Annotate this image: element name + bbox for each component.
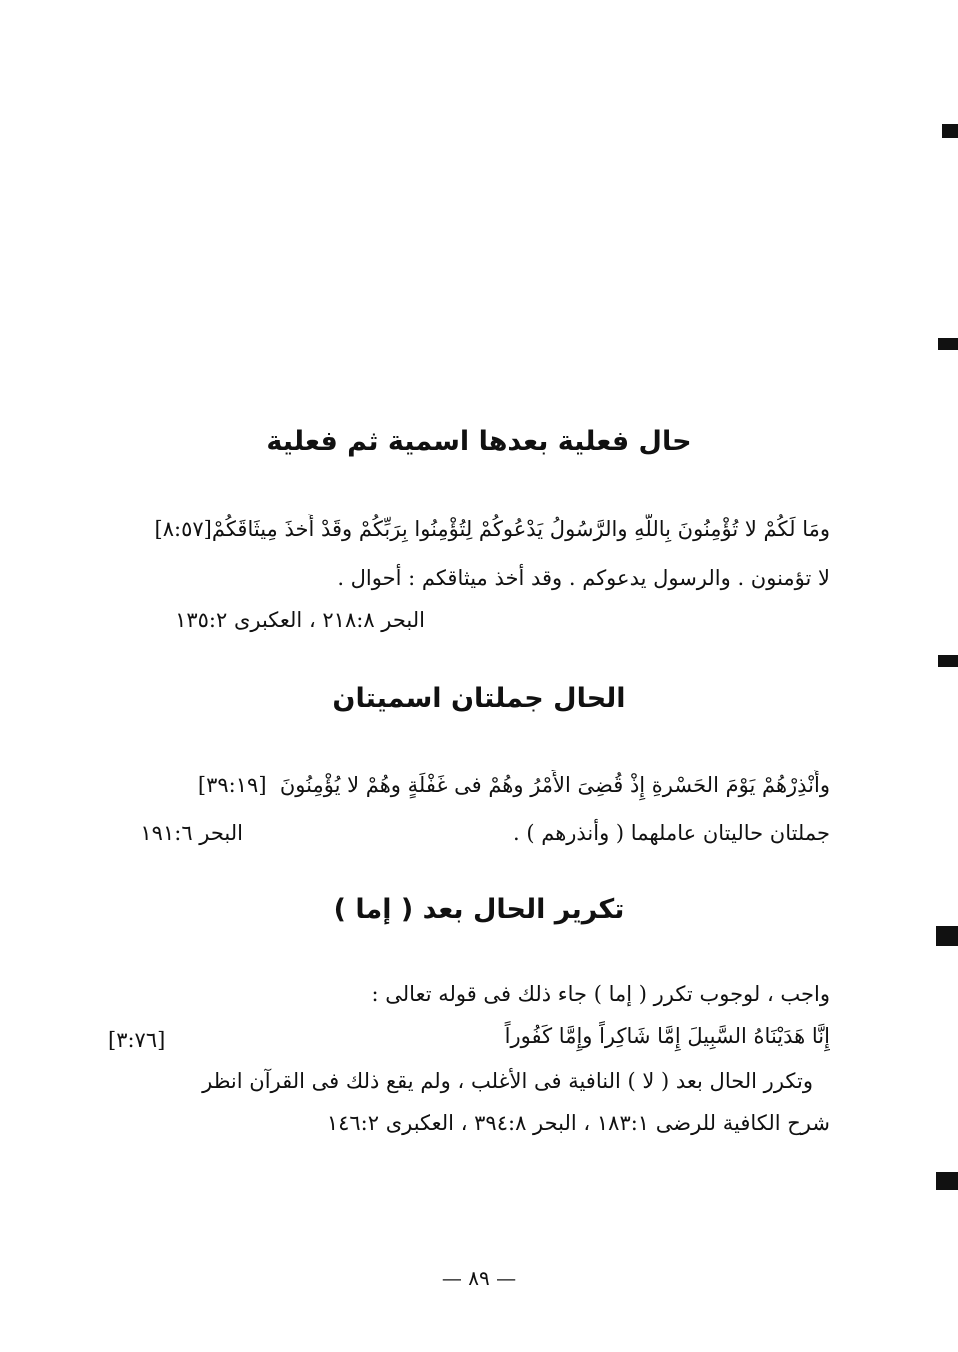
scan-edge-mark — [938, 338, 958, 350]
page-number: — ٨٩ — — [441, 1266, 517, 1290]
verse-line — [108, 514, 830, 546]
body-line: جملتان حاليتان عاملهما ( وأنذرهم ) . — [513, 821, 830, 845]
verse-reference: [٣:٧٦] — [108, 1028, 166, 1052]
section-heading: حال فعلية بعدها اسمية ثم فعلية — [266, 426, 692, 457]
section-heading: تكرير الحال بعد ( إما ) — [333, 894, 625, 925]
verse-text: وأَنْذِرْهُمْ يَوْمَ الحَسْرةِ إِذْ قُضِىَ الأَمْرُ وهُمْ فى غَفْلَةٍ وهُمْ لا يُؤْمِنُونَ — [279, 773, 830, 797]
verse-reference: [٣٩:١٩] — [197, 773, 267, 797]
source-reference: البحر ٢١٨:٨ ، العكبرى ١٣٥:٢ — [175, 608, 425, 632]
scan-edge-mark — [938, 655, 958, 667]
scan-edge-mark — [942, 124, 958, 138]
verse-line — [108, 770, 830, 802]
body-line: وتكرر الحال بعد ( لا ) النافية فى الأغلب ، ولم يقع ذلك فى القرآن انظر — [202, 1069, 813, 1093]
scan-edge-mark — [936, 926, 958, 946]
verse-reference: [٨:٥٧] — [154, 517, 212, 541]
verse-line: إِنَّا هَدَيْنَاهُ السَّبِيلَ إِمَّا شَاكِراً وإِمَّا كَفُوراً — [504, 1024, 830, 1048]
section-heading: الحال جملتان اسميتان — [332, 683, 626, 714]
body-line: شرح الكافية للرضى ١٨٣:١ ، البحر ٣٩٤:٨ ، العكبرى ١٤٦:٢ — [326, 1111, 830, 1135]
body-line: واجب ، لوجوب تكرر ( إما ) جاء ذلك فى قوله تعالى : — [371, 982, 830, 1006]
body-line: لا تؤمنون . والرسول يدعوكم . وقد أخذ ميثاقكم : أحوال . — [337, 566, 830, 590]
scan-edge-mark — [936, 1172, 958, 1190]
source-reference: البحر ١٩١:٦ — [140, 821, 243, 845]
verse-text: ومَا لَكُمْ لا تُؤْمِنُونَ بِاللّهِ والرَّسُولُ يَدْعُوكُمْ لِتُؤْمِنُوا بِرَبِّكُمْ وقَدْ أَخذَ مِيثَاقَكُمْ — [211, 517, 830, 541]
